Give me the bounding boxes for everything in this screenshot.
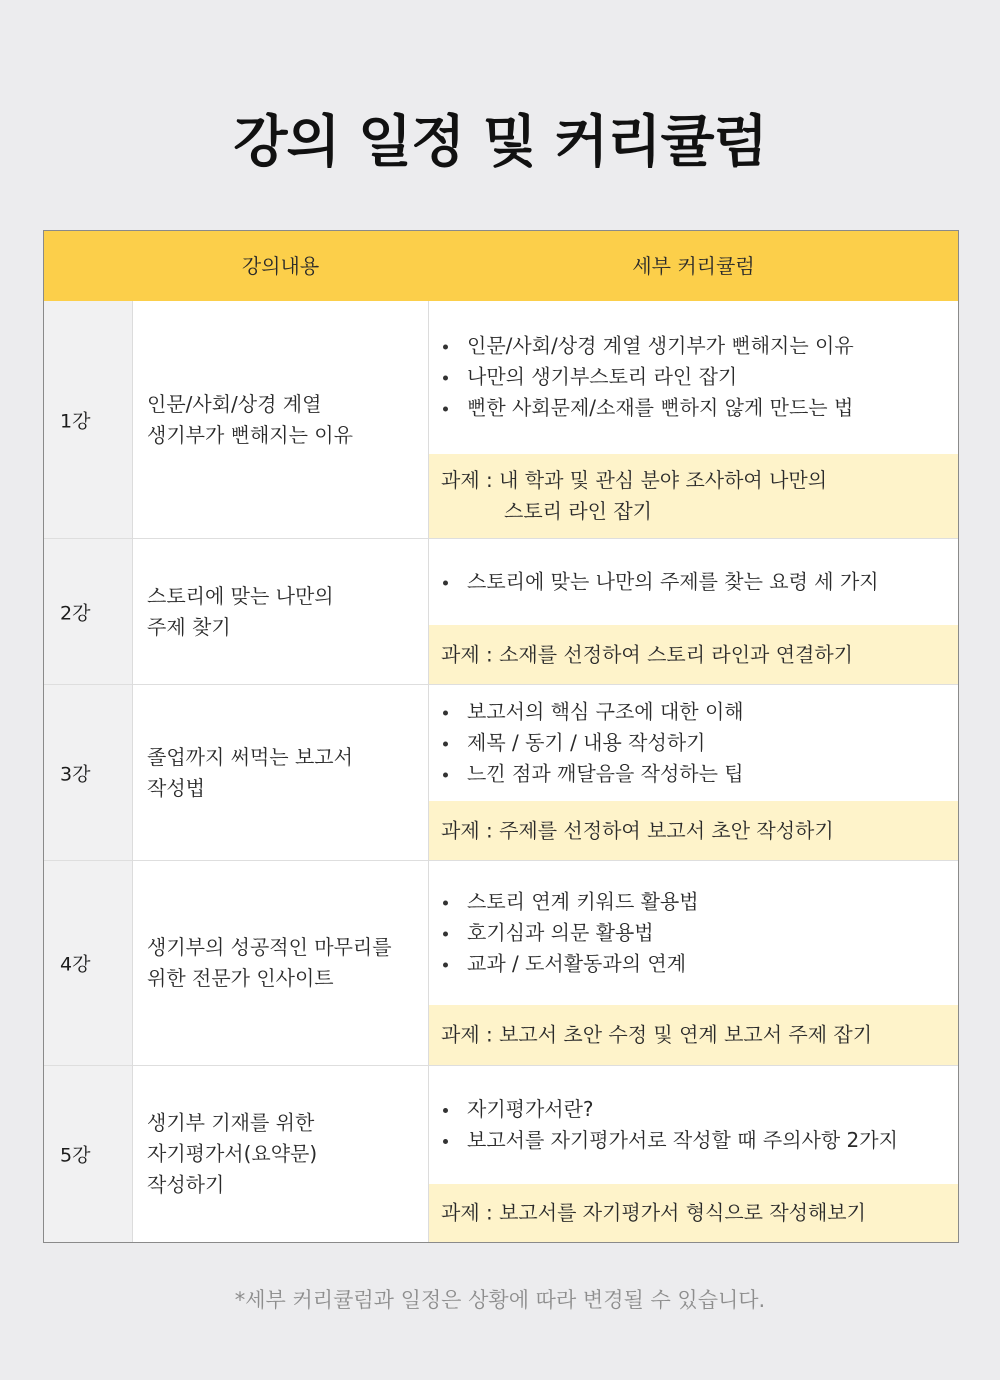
assignment-text: 보고서를 자기평가서 형식으로 작성해보기	[499, 1200, 866, 1225]
table-row	[44, 539, 958, 684]
bullet-list	[441, 886, 699, 979]
lecture-number: 1강	[60, 410, 91, 432]
table-row	[44, 685, 958, 860]
lecture-content: 생기부의 성공적인 마무리를 위한 전문가 인사이트	[147, 935, 392, 990]
list-item: 느낀 점과 깨달음을 작성하는 팁	[441, 758, 744, 789]
list-item: 스토리에 맞는 나만의 주제를 찾는 요령 세 가지	[441, 566, 879, 597]
assignment-label: 과제 :	[441, 1022, 493, 1047]
assignment-text: 스토리 라인 잡기	[504, 499, 652, 523]
list-item: 제목 / 동기 / 내용 작성하기	[441, 727, 744, 758]
lecture-content: 인문/사회/상경 계열 생기부가 뻔해지는 이유	[147, 391, 353, 447]
header-curriculum: 세부 커리큘럼	[632, 254, 755, 278]
header-content: 강의내용	[241, 254, 320, 278]
list-item: 교과 / 도서활동과의 연계	[441, 948, 699, 979]
assignment-label: 과제 :	[441, 818, 493, 842]
assignment-label: 과제 :	[441, 1200, 493, 1225]
list-item: 자기평가서란?	[441, 1094, 898, 1125]
list-item: 스토리 연계 키워드 활용법	[441, 886, 699, 917]
lecture-number: 2강	[60, 602, 91, 624]
assignment-box	[429, 625, 958, 684]
table-header	[44, 231, 958, 301]
assignment-label: 과제 :	[441, 468, 493, 492]
assignment-box	[429, 1005, 958, 1065]
header-num	[44, 231, 132, 301]
curriculum-detail	[429, 861, 958, 1004]
assignment-box	[429, 1184, 958, 1242]
curriculum-detail	[429, 685, 958, 800]
lecture-number: 5강	[60, 1144, 91, 1167]
bullet-list	[441, 696, 744, 789]
table-row	[44, 861, 958, 1065]
curriculum-detail	[429, 539, 958, 624]
bullet-list	[441, 566, 879, 597]
column-divider	[132, 301, 133, 1242]
assignment-text: 보고서 초안 수정 및 연계 보고서 주제 잡기	[499, 1022, 873, 1047]
assignment-label: 과제 :	[441, 642, 493, 666]
assignment-text: 소재를 선정하여 스토리 라인과 연결하기	[499, 642, 853, 666]
lecture-number: 4강	[60, 953, 91, 976]
list-item: 뻔한 사회문제/소재를 뻔하지 않게 만드는 법	[441, 393, 854, 424]
curriculum-detail	[429, 301, 958, 453]
assignment-text: 주제를 선정하여 보고서 초안 작성하기	[499, 818, 834, 842]
curriculum-table	[43, 230, 959, 1243]
list-item: 호기심과 의문 활용법	[441, 917, 699, 948]
lecture-content: 생기부 기재를 위한 자기평가서(요약문) 작성하기	[147, 1110, 318, 1197]
bullet-list	[441, 331, 854, 424]
assignment-box	[429, 454, 958, 538]
assignment-text: 내 학과 및 관심 분야 조사하여 나만의	[499, 468, 828, 492]
assignment-box	[429, 801, 958, 860]
lecture-content: 스토리에 맞는 나만의 주제 찾기	[147, 583, 334, 639]
list-item: 보고서를 자기평가서로 작성할 때 주의사항 2가지	[441, 1125, 898, 1156]
lecture-content: 졸업까지 써먹는 보고서 작성법	[147, 744, 353, 800]
table-row	[44, 301, 958, 538]
footnote: *세부 커리큘럼과 일정은 상황에 따라 변경될 수 있습니다.	[234, 1288, 766, 1312]
column-divider	[428, 301, 429, 1242]
page-title: 강의 일정 및 커리큘럼	[233, 110, 767, 175]
table-row	[44, 1066, 958, 1242]
curriculum-detail	[429, 1066, 958, 1183]
list-item: 인문/사회/상경 계열 생기부가 뻔해지는 이유	[441, 331, 854, 362]
list-item: 나만의 생기부스토리 라인 잡기	[441, 362, 854, 393]
lecture-number: 3강	[60, 763, 91, 785]
list-item: 보고서의 핵심 구조에 대한 이해	[441, 696, 744, 727]
bullet-list	[441, 1094, 898, 1156]
